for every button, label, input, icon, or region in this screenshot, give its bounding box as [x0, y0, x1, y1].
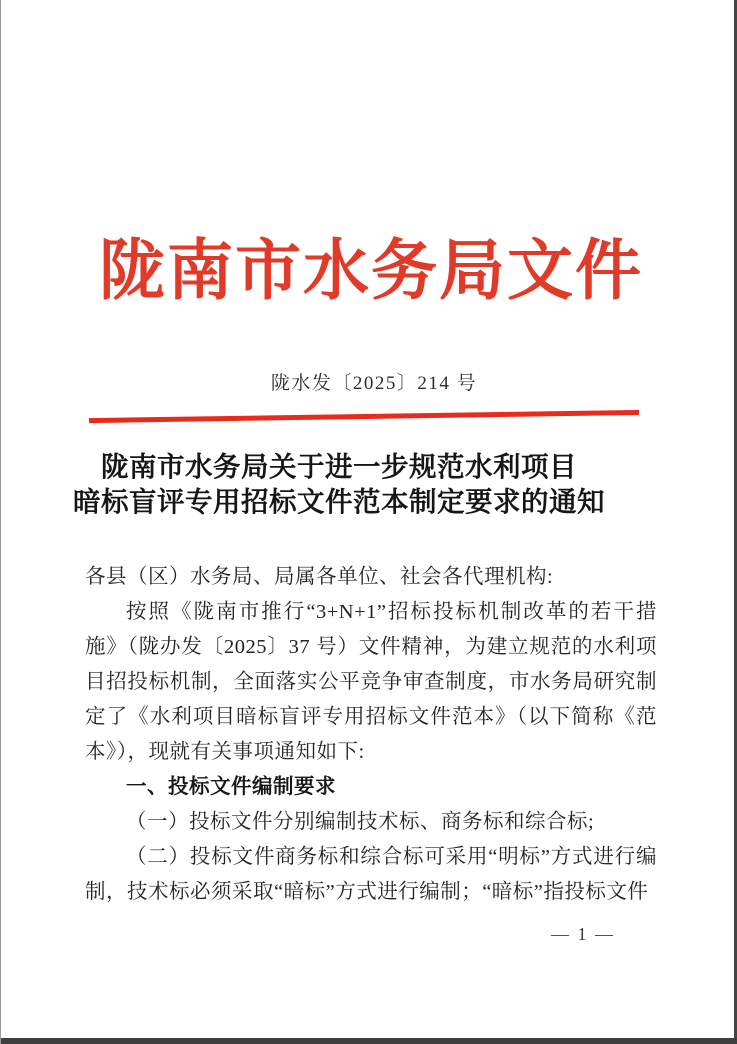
document-title-line-2: 暗标盲评专用招标文件范本制定要求的通知: [73, 486, 605, 517]
scan-edge-bottom: [1, 1038, 737, 1044]
agency-header-title: 陇南市水务局文件: [99, 235, 643, 308]
salutation-line: 各县（区）水务局、局属各单位、社会各代理机构:: [85, 566, 554, 588]
document-title: [1, 449, 677, 519]
page-number: — 1 —: [551, 924, 615, 944]
section-heading-1: 一、投标文件编制要求: [126, 776, 336, 798]
document-reference-number: 陇水发〔2025〕214 号: [270, 373, 478, 394]
document-body: [85, 560, 657, 910]
body-paragraph-item-2: （二）投标文件商务标和综合标可采用“明标”方式进行编制，技术标必须采取“暗标”方式进行编制；“暗标”指投标文件: [85, 846, 657, 903]
body-paragraph-item-1: （一）投标文件分别编制技术标、商务标和综合标;: [126, 811, 595, 833]
red-divider-rule: [89, 410, 639, 423]
body-paragraph-1: 按照《陇南市推行“3+N+1”招标投标机制改革的若干措施》（陇办发〔2025〕37 号）文件精神，为建立规范的水利项目招投标机制，全面落实公平竞争审查制度，市水务局研究制定了《水利项目暗标盲评专用招标文件范本》（以下简称《范本》），现就有关事项通知如下:: [85, 601, 657, 763]
document-title-line-1: 陇南市水务局关于进一步规范水利项目: [101, 451, 577, 482]
